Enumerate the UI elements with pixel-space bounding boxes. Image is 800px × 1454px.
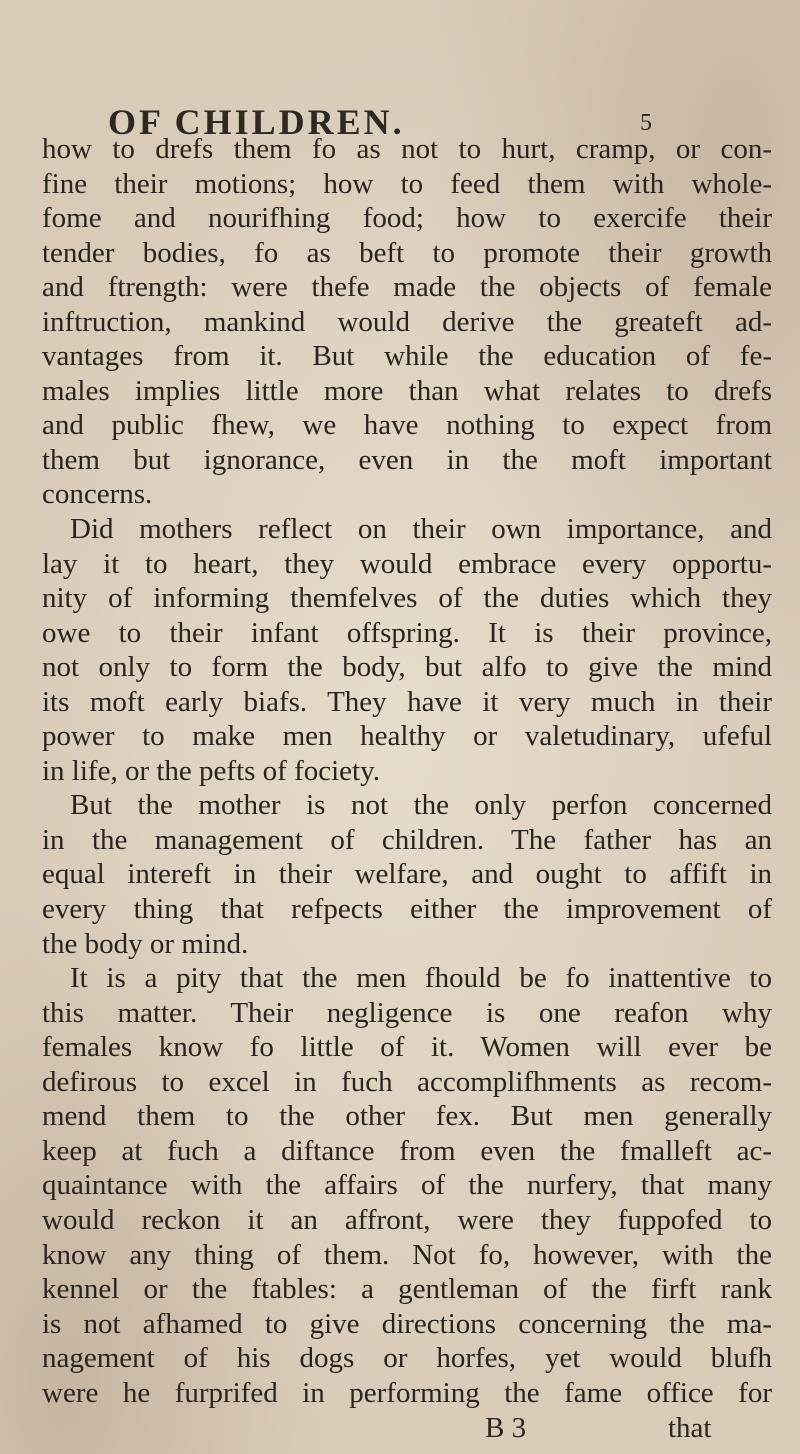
text-line: quaintance with the affairs of the nurfery, that many — [42, 1169, 772, 1202]
page-number: 5 — [640, 110, 652, 136]
text-line: equal intereft in their welfare, and ought to affift in — [42, 858, 772, 891]
text-line: and ftrength: were thefe made the objects of female — [42, 271, 772, 304]
text-line: kennel or the ftables: a gentleman of the firft rank — [42, 1273, 772, 1306]
text-line: fine their motions; how to feed them with whole- — [42, 167, 772, 200]
text-line: power to make men healthy or valetudinary, ufeful — [42, 720, 772, 753]
text-line: tender bodies, fo as beft to promote their growth — [42, 236, 772, 269]
text-line: vantages from it. But while the education of fe- — [42, 340, 772, 373]
text-line: But the mother is not the only perfon concerned — [70, 789, 772, 822]
text-line: and public fhew, we have nothing to expect from — [42, 409, 772, 442]
text-line: in life, or the pefts of fociety. — [42, 754, 380, 787]
text-line: females know fo little of it. Women will ever be — [42, 1031, 772, 1064]
text-line: defirous to excel in fuch accomplifhments as recom- — [42, 1065, 772, 1098]
signature-mark: B 3 — [485, 1412, 527, 1445]
text-line: Did mothers reflect on their own importance, and — [70, 513, 772, 546]
text-line: know any thing of them. Not fo, however, with the — [42, 1238, 772, 1271]
text-line: every thing that refpects either the improvement of — [42, 893, 772, 926]
text-line: keep at fuch a diftance from even the fmalleft ac- — [42, 1134, 772, 1167]
text-line: males implies little more than what relates to drefs — [42, 374, 772, 407]
text-line: would reckon it an affront, were they fuppofed to — [42, 1203, 772, 1236]
text-line: its moft early biafs. They have it very much in their — [42, 685, 772, 718]
text-line: concerns. — [42, 478, 153, 511]
text-line: lay it to heart, they would embrace every opportu- — [42, 547, 772, 580]
body-text — [42, 132, 772, 1410]
text-line: is not afhamed to give directions concerning the ma- — [42, 1307, 772, 1340]
text-line: fome and nourifhing food; how to exercife their — [42, 202, 772, 235]
text-line: It is a pity that the men fhould be fo inattentive to — [70, 962, 772, 995]
text-line: nagement of his dogs or horfes, yet would blufh — [42, 1342, 772, 1375]
text-line: mend them to the other fex. But men generally — [42, 1100, 772, 1133]
text-line: how to drefs them fo as not to hurt, cramp, or con- — [42, 133, 772, 165]
text-line: nity of informing themfelves of the duties which they — [42, 582, 772, 615]
running-head: OF CHILDREN. — [108, 102, 405, 142]
text-line: inftruction, mankind would derive the greateft ad- — [42, 305, 772, 338]
text-line: owe to their infant offspring. It is their province, — [42, 616, 772, 649]
text-line: the body or mind. — [42, 927, 249, 960]
text-line: were he furprifed in performing the fame office for — [42, 1376, 772, 1409]
text-line: in the management of children. The father has an — [42, 823, 772, 856]
catchword: that — [668, 1412, 712, 1445]
text-line: them but ignorance, even in the moft important — [42, 443, 772, 476]
text-line: not only to form the body, but alfo to give the mind — [42, 651, 772, 684]
text-line: this matter. Their negligence is one reafon why — [42, 996, 772, 1029]
